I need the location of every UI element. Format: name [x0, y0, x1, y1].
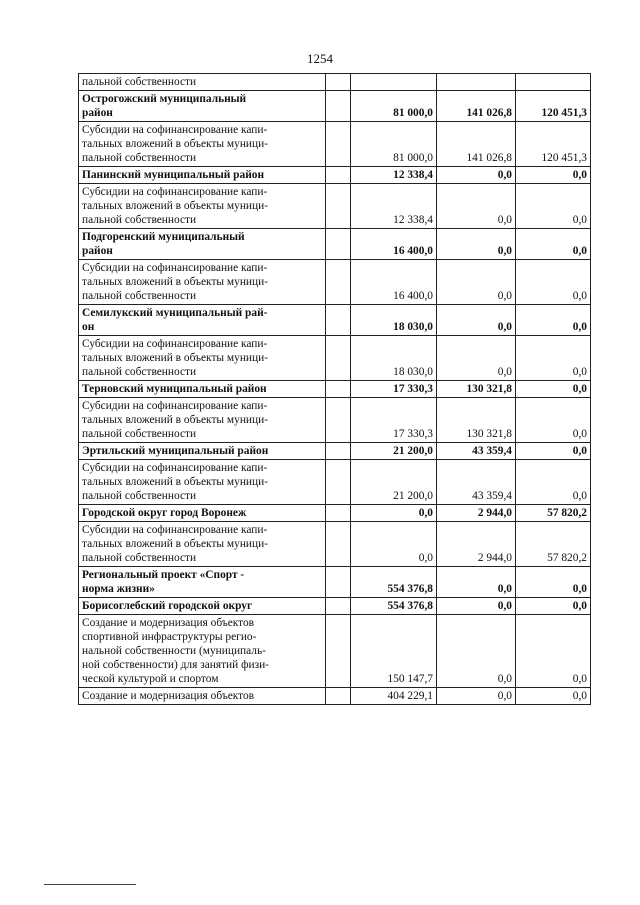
value-cell-v1: 16 400,0	[351, 260, 437, 305]
row-name-cell: Терновский муниципальный район	[79, 381, 326, 398]
table-row	[79, 460, 591, 505]
row-name-cell: Субсидии на софинансирование капи- тальных вложений в объекты муници- пальной собственности	[79, 122, 326, 167]
value-cell-v2: 2 944,0	[437, 505, 516, 522]
empty-cell	[326, 381, 351, 398]
value-cell-v3: 120 451,3	[516, 122, 591, 167]
value-cell-v3: 0,0	[516, 336, 591, 381]
budget-table	[78, 73, 591, 705]
table-row	[79, 615, 591, 688]
row-name-cell: Региональный проект «Спорт - норма жизни»	[79, 567, 326, 598]
value-cell-v2: 141 026,8	[437, 122, 516, 167]
row-name-cell: Субсидии на софинансирование капи- тальных вложений в объекты муници- пальной собственности	[79, 336, 326, 381]
row-name-cell: Борисоглебский городской округ	[79, 598, 326, 615]
table-row-section	[79, 443, 591, 460]
value-cell-v1: 554 376,8	[351, 567, 437, 598]
empty-cell	[326, 398, 351, 443]
table-row	[79, 260, 591, 305]
empty-cell	[326, 91, 351, 122]
value-cell-v3: 57 820,2	[516, 505, 591, 522]
row-name-cell: Городской округ город Воронеж	[79, 505, 326, 522]
table-row-section	[79, 598, 591, 615]
empty-cell	[326, 167, 351, 184]
value-cell-v3: 0,0	[516, 688, 591, 705]
table-row	[79, 74, 591, 91]
value-cell-v1: 81 000,0	[351, 122, 437, 167]
value-cell-v2: 0,0	[437, 167, 516, 184]
table-row	[79, 336, 591, 381]
empty-cell	[326, 522, 351, 567]
value-cell-v2: 130 321,8	[437, 398, 516, 443]
table-row-section	[79, 381, 591, 398]
empty-cell	[326, 336, 351, 381]
row-name-cell: Семилукский муниципальный рай- он	[79, 305, 326, 336]
value-cell-v2: 0,0	[437, 688, 516, 705]
table-row-section	[79, 91, 591, 122]
value-cell-v3: 0,0	[516, 615, 591, 688]
value-cell-v1	[351, 74, 437, 91]
value-cell-v2: 0,0	[437, 260, 516, 305]
page-number: 1254	[307, 51, 333, 66]
value-cell-v3: 0,0	[516, 229, 591, 260]
footnote-separator	[44, 884, 136, 885]
empty-cell	[326, 443, 351, 460]
table-row	[79, 522, 591, 567]
value-cell-v3: 0,0	[516, 598, 591, 615]
table-row-section	[79, 167, 591, 184]
row-name-cell: Создание и модернизация объектов	[79, 688, 326, 705]
value-cell-v1: 18 030,0	[351, 336, 437, 381]
value-cell-v1: 150 147,7	[351, 615, 437, 688]
value-cell-v2: 0,0	[437, 567, 516, 598]
value-cell-v3: 0,0	[516, 260, 591, 305]
value-cell-v2	[437, 74, 516, 91]
value-cell-v2: 0,0	[437, 184, 516, 229]
value-cell-v2: 43 359,4	[437, 460, 516, 505]
value-cell-v2: 0,0	[437, 305, 516, 336]
value-cell-v1: 12 338,4	[351, 167, 437, 184]
empty-cell	[326, 122, 351, 167]
value-cell-v2: 0,0	[437, 229, 516, 260]
budget-table-body	[79, 74, 591, 705]
table-row-section	[79, 505, 591, 522]
empty-cell	[326, 567, 351, 598]
empty-cell	[326, 305, 351, 336]
value-cell-v2: 130 321,8	[437, 381, 516, 398]
empty-cell	[326, 460, 351, 505]
empty-cell	[326, 184, 351, 229]
value-cell-v2: 0,0	[437, 598, 516, 615]
value-cell-v1: 554 376,8	[351, 598, 437, 615]
value-cell-v1: 17 330,3	[351, 381, 437, 398]
row-name-cell: Острогожский муниципальный район	[79, 91, 326, 122]
value-cell-v3	[516, 74, 591, 91]
value-cell-v2: 43 359,4	[437, 443, 516, 460]
empty-cell	[326, 688, 351, 705]
table-row-section	[79, 567, 591, 598]
table-row	[79, 688, 591, 705]
value-cell-v1: 404 229,1	[351, 688, 437, 705]
row-name-cell: Эртильский муниципальный район	[79, 443, 326, 460]
value-cell-v3: 57 820,2	[516, 522, 591, 567]
value-cell-v3: 0,0	[516, 398, 591, 443]
value-cell-v1: 21 200,0	[351, 443, 437, 460]
empty-cell	[326, 260, 351, 305]
empty-cell	[326, 505, 351, 522]
row-name-cell: Подгоренский муниципальный район	[79, 229, 326, 260]
value-cell-v3: 0,0	[516, 381, 591, 398]
table-row	[79, 122, 591, 167]
row-name-cell: Субсидии на софинансирование капи- тальных вложений в объекты муници- пальной собственности	[79, 460, 326, 505]
table-row	[79, 184, 591, 229]
empty-cell	[326, 229, 351, 260]
row-name-cell: Субсидии на софинансирование капи- тальных вложений в объекты муници- пальной собственности	[79, 184, 326, 229]
value-cell-v1: 0,0	[351, 522, 437, 567]
value-cell-v2: 0,0	[437, 615, 516, 688]
value-cell-v3: 0,0	[516, 184, 591, 229]
row-name-cell: Панинский муниципальный район	[79, 167, 326, 184]
value-cell-v3: 0,0	[516, 443, 591, 460]
value-cell-v3: 0,0	[516, 460, 591, 505]
table-row-section	[79, 229, 591, 260]
value-cell-v1: 17 330,3	[351, 398, 437, 443]
table-row	[79, 398, 591, 443]
value-cell-v3: 120 451,3	[516, 91, 591, 122]
value-cell-v2: 141 026,8	[437, 91, 516, 122]
empty-cell	[326, 615, 351, 688]
row-name-cell: Субсидии на софинансирование капи- тальных вложений в объекты муници- пальной собственности	[79, 260, 326, 305]
empty-cell	[326, 74, 351, 91]
value-cell-v1: 16 400,0	[351, 229, 437, 260]
row-name-cell: Субсидии на софинансирование капи- тальных вложений в объекты муници- пальной собственности	[79, 398, 326, 443]
value-cell-v1: 12 338,4	[351, 184, 437, 229]
value-cell-v1: 21 200,0	[351, 460, 437, 505]
table-row-section	[79, 305, 591, 336]
value-cell-v3: 0,0	[516, 567, 591, 598]
value-cell-v2: 2 944,0	[437, 522, 516, 567]
row-name-cell: пальной собственности	[79, 74, 326, 91]
value-cell-v2: 0,0	[437, 336, 516, 381]
row-name-cell: Субсидии на софинансирование капи- тальных вложений в объекты муници- пальной собственности	[79, 522, 326, 567]
row-name-cell: Создание и модернизация объектов спортивной инфраструктуры регио- нальной собственности (муниципаль- ной собственности) для занятий физи- ческой культурой и спортом	[79, 615, 326, 688]
value-cell-v1: 81 000,0	[351, 91, 437, 122]
value-cell-v1: 18 030,0	[351, 305, 437, 336]
empty-cell	[326, 598, 351, 615]
value-cell-v3: 0,0	[516, 167, 591, 184]
value-cell-v3: 0,0	[516, 305, 591, 336]
value-cell-v1: 0,0	[351, 505, 437, 522]
